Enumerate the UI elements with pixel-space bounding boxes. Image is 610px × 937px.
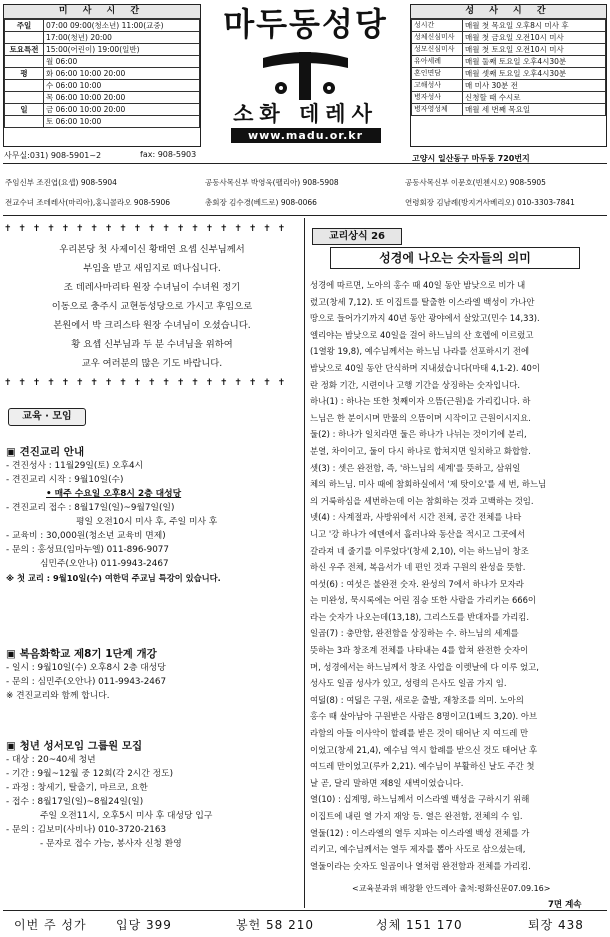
edu-heading-label: 교육 · 모임 <box>22 411 72 422</box>
office-fax: fax: 908-5903 <box>140 150 197 159</box>
mass-day: 주일 <box>5 20 44 32</box>
doctrine-line: 하나(1) : 하나는 또한 첫째이자 으뜸(근원)을 가리킵니다. 하 <box>310 396 531 407</box>
list-item: - 기간 : 9월~12월 중 12회(각 2시간 정도) <box>6 769 174 779</box>
staff-sisters: 전교수녀 조데레사(마리아),홍니콜라오 908-5906 <box>5 198 171 207</box>
doctrine-line: 리키고, 예수님께서는 열두 제자를 뽑아 사도로 삼으셨는데, <box>310 844 526 855</box>
mass-day: 일 <box>5 104 44 116</box>
doctrine-line: 이었고(창세 21,4), 예수님 역시 할례를 받으신 것도 태어난 후 <box>310 744 538 755</box>
list-item: - 견진성사 : 11월29일(토) 오후4시 <box>6 461 144 471</box>
staff-pastor: 주임신부 조진엽(요셉) 908-5904 <box>5 178 117 187</box>
sacrament-desc: 매월 첫 금요일 오전10시 미사 <box>463 32 606 44</box>
cross-logo <box>203 44 408 100</box>
church-name: 마두동성당 <box>223 5 388 43</box>
mass-row <box>5 116 200 128</box>
doctrine-source: <교육분과위 배창환 안드레아 출처:평화신문07.09.16> <box>352 884 551 893</box>
doctrine-line: 열(10) : 십계명, 하느님께서 이스라엘 백성을 구하시기 위해 <box>310 794 530 805</box>
mass-row <box>5 68 200 80</box>
sacrament-row <box>412 68 606 80</box>
list-item: • 매주 수요일 오후8시 2층 대성당 <box>46 489 182 499</box>
sacrament-name: 혼인면담 <box>412 68 463 80</box>
mass-day <box>5 92 44 104</box>
sacrament-desc: 매월 세 번째 목요일 <box>463 104 606 116</box>
sacrament-desc: 신청할 때 수시로 <box>463 92 606 104</box>
mass-day <box>5 116 44 128</box>
hymn-footer <box>0 916 610 936</box>
checkbox-icon: ▣ <box>6 740 20 752</box>
sacrament-desc: 매월 셋째 토요일 오후4시30분 <box>463 68 606 80</box>
mass-times: 07:00 09:00(청소년) 11:00(교중) <box>44 20 200 32</box>
edu-section-evangelization <box>6 646 300 703</box>
sacrament-desc: 매월 첫 목요일 오후8시 미사 후 <box>463 20 606 32</box>
list-item: 평일 오전10시 미사 후, 주일 미사 후 <box>76 517 218 527</box>
staff-priest-2: 공동사목신부 이문호(빈첸시오) 908-5905 <box>405 178 546 187</box>
list-item: - 대상 : 20~40세 청년 <box>6 755 96 765</box>
list-item: 심민주(오안나) 011-9943-2467 <box>40 559 169 569</box>
doctrine-line: 는 미완성, 묵시록에는 어린 짐승 또한 사람을 가리키는 666이 <box>310 595 537 606</box>
sacrament-row <box>412 44 606 56</box>
doctrine-line: 뜻하는 3과 창조계 전체를 나타내는 4를 합쳐 완전한 숫자이 <box>310 645 529 656</box>
doctrine-line: 열둘(12) : 이스라엘의 열두 지파는 이스라엘 백성 전체를 가 <box>310 827 530 838</box>
doctrine-line: 홍수 때 살아남아 구원받은 사람은 8명이고(1베드 3,20). 아브 <box>310 711 538 722</box>
notice-line: 교우 여러분의 많은 기도 바랍니다. <box>81 358 223 369</box>
doctrine-line: 여섯(6) : 여섯은 불완전 숫자. 완성의 7에서 하나가 모자라 <box>310 578 524 589</box>
doctrine-line: 열둘이라는 숫자도 일곱이나 열처럼 완전함과 전체를 가리킴. <box>310 860 531 871</box>
section-title: ▣ 복음화학교 제8기 1단계 개강 <box>6 648 157 660</box>
doctrine-continued: 7면 계속 <box>548 900 582 910</box>
doctrine-line: (1열왕 19,8), 예수님께서는 하느님 나라를 선포하시기 전에 <box>310 346 530 357</box>
sacrament-times-rows <box>411 19 606 116</box>
sacrament-name: 성모신심미사 <box>412 44 463 56</box>
staff-funeral-chief: 연령회장 김남례(방지거사베리오) 010-3303-7841 <box>405 198 575 207</box>
cross-border-top: ✝ ✝ ✝ ✝ ✝ ✝ ✝ ✝ ✝ ✝ ✝ ✝ ✝ ✝ ✝ ✝ ✝ ✝ ✝ ✝ <box>4 224 288 234</box>
office-phone: 사무실:031) 908-5901~2 <box>4 151 102 160</box>
list-item: - 접수 : 8월17일(일)~8월24일(일) <box>6 797 144 807</box>
doctrine-line: 둘(2) : 하나가 일치라면 둘은 하나가 나뉘는 것이기에 분리, <box>310 429 527 440</box>
doctrine-line: 밤낮으로 40일 동안 단식하며 지내셨습니다(마태 4,1-2). 40이 <box>310 362 540 373</box>
doctrine-line: 며, 성경에서는 하느님께서 창조 사업을 이렛날에 다 이루 었고, <box>310 661 539 672</box>
church-url[interactable]: www.madu.or.kr <box>231 128 381 143</box>
doctrine-title <box>330 247 580 269</box>
section-title: ▣ 견진교리 안내 <box>6 446 85 458</box>
hymn-communion: 성체 151 170 <box>376 918 463 932</box>
checkbox-icon: ▣ <box>6 648 20 660</box>
doctrine-line: 라함의 아들 이사악이 할례를 받은 것이 태어난 지 여드레 만 <box>310 728 529 739</box>
doctrine-line: 라는 숫자가 나오는데(13,18), 그리스도를 반대자를 가리킴. <box>310 611 530 622</box>
list-item: - 일시 : 9월10일(수) 오후8시 2층 대성당 <box>6 663 166 673</box>
section-title: ▣ 청년 성서모임 그룹원 모집 <box>6 740 143 752</box>
list-item: - 과정 : 창세기, 탈출기, 마르코, 요한 <box>6 783 148 793</box>
list-item: 주일 오전11시, 오후5시 미사 후 대성당 입구 <box>40 811 213 821</box>
staff-president: 총회장 김수경(베드로) 908-0066 <box>205 198 317 207</box>
doctrine-title-label: 성경에 나오는 숫자들의 의미 <box>379 251 531 265</box>
sacrament-row <box>412 56 606 68</box>
sacrament-desc: 매 미사 30분 전 <box>463 80 606 92</box>
sacrament-name: 성시간 <box>412 20 463 32</box>
mass-times: 토 06:00 10:00 <box>44 116 200 128</box>
sacrament-times-title: 성 사 시 간 <box>411 5 606 19</box>
mass-times: 월 06:00 <box>44 56 200 68</box>
mass-row <box>5 92 200 104</box>
edu-heading <box>8 408 86 426</box>
mass-row <box>5 44 200 56</box>
hymn-recessional: 퇴장 438 <box>528 918 584 932</box>
checkbox-icon: ▣ <box>6 446 20 458</box>
notice-line: 부임을 받고 새임지로 떠나십니다. <box>83 263 221 274</box>
doctrine-tag-label: 교리상식 26 <box>328 231 386 242</box>
sacrament-desc: 매월 둘째 토요일 오후4시30분 <box>463 56 606 68</box>
doctrine-line: 날 곧, 달리 말하면 제8일 새벽이었습니다. <box>310 777 464 788</box>
sacrament-row <box>412 20 606 32</box>
doctrine-tag <box>312 228 402 245</box>
doctrine-line: 성사도 일곱 성사가 있고, 성령의 은사도 일곱 가지 임. <box>310 678 507 689</box>
church-patron: 소화 데레사 <box>233 102 378 126</box>
edu-section-youth-bible <box>6 738 300 851</box>
sacrament-row <box>412 104 606 116</box>
staff-divider <box>3 215 607 216</box>
sacrament-row <box>412 32 606 44</box>
doctrine-line: 여덟(8) : 여덟은 구원, 새로운 출발, 재창조를 의미. 노아의 <box>310 694 524 705</box>
hymn-label: 이번 주 성가 <box>14 918 87 932</box>
mass-row <box>5 32 200 44</box>
list-item: - 견진교리 접수 : 8월17일(일)~9월7일(일) <box>6 503 175 513</box>
mass-times-rows <box>4 19 200 128</box>
notice-line: 조 데레사마리타 원장 수녀님이 수녀원 정기 <box>63 282 241 293</box>
doctrine-line: 하신 우주 전체, 복음서가 네 편인 것과 구원의 완성을 뜻함. <box>310 562 526 573</box>
sacrament-times-table <box>410 4 607 147</box>
footer-divider <box>3 910 607 911</box>
edu-section-confirmation <box>6 444 300 585</box>
doctrine-line: 성경에 따르면, 노아의 홍수 때 40일 동안 밤낮으로 비가 내 <box>310 280 526 290</box>
sacrament-name: 고해성사 <box>412 80 463 92</box>
notice-line: 황 요셉 신부님과 두 분 수녀님을 위하여 <box>71 339 233 350</box>
sacrament-desc: 매월 첫 토요일 오전10시 미사 <box>463 44 606 56</box>
doctrine-line: 땅으로 들어가기까지 40년 동안 광야에서 살았고(민수 14,33). <box>310 313 540 324</box>
cross-border-bottom: ✝ ✝ ✝ ✝ ✝ ✝ ✝ ✝ ✝ ✝ ✝ ✝ ✝ ✝ ✝ ✝ ✝ ✝ ✝ ✝ <box>4 378 288 388</box>
hymn-entrance: 입당 399 <box>116 918 172 932</box>
sacrament-row <box>412 80 606 92</box>
doctrine-line: 란 정화 기간, 시련이나 고행 기간을 상징하는 숫자입니다. <box>310 379 521 390</box>
doctrine-body <box>310 277 604 874</box>
mass-row <box>5 104 200 116</box>
sacrament-name: 유아세례 <box>412 56 463 68</box>
sacrament-name: 병자영성체 <box>412 104 463 116</box>
doctrine-line: 셋(3) : 셋은 완전함, 즉, '하느님의 세계'를 뜻하고, 삼위일 <box>310 462 521 473</box>
list-item: - 견진교리 시작 : 9월10일(수) <box>6 475 124 485</box>
list-item: - 문의 : 김보미(사비나) 010-3720-2163 <box>6 825 167 835</box>
mass-times: 목 06:00 10:00 20:00 <box>44 92 200 104</box>
mass-day: 평 <box>5 68 44 80</box>
mass-times-title: 미 사 시 간 <box>4 5 200 19</box>
church-address: 고양시 일산동구 마두동 720번지 <box>412 154 530 163</box>
doctrine-line: 체의 하느님. 미사 때에 참회하실에서 '제 탓이오'를 세 번, 하느님 <box>310 479 547 490</box>
doctrine-line: 의 거룩하심을 세번하는데 이는 참회하는 것과 고백하는 것임. <box>310 495 534 506</box>
mass-times: 17:00(청년) 20:00 <box>44 32 200 44</box>
mass-day <box>5 56 44 68</box>
mass-row <box>5 56 200 68</box>
mass-day <box>5 80 44 92</box>
list-item: - 교육비 : 30,000원(청소년 교육비 면제) <box>6 531 166 541</box>
doctrine-line: 여드레 만이었고(루카 2,21). 예수님이 부활하신 날도 주간 첫 <box>310 761 535 772</box>
doctrine-line: 엘리야는 밤낮으로 40일을 걸어 하느님의 산 호렙에 이르렀고 <box>310 329 534 340</box>
mass-day <box>5 32 44 44</box>
doctrine-line: 렸고(창세 7,12). 또 이집트를 탈출한 이스라엘 백성이 가나안 <box>310 296 535 307</box>
doctrine-line: 넷(4) : 사계절과, 사방위에서 시간 전체, 공간 전체를 나타 <box>310 512 522 523</box>
mass-times: 금 06:00 10:00 20:00 <box>44 104 200 116</box>
doctrine-line: 갈라져 네 줄기를 이루었다'(창세 2,10), 이는 하느님이 창조 <box>310 545 529 556</box>
notice-line: 본원에서 박 크리스타 원장 수녀님이 오셨습니다. <box>53 320 251 331</box>
mass-times: 화 06:00 10:00 20:00 <box>44 68 200 80</box>
notice-line: 우리본당 첫 사제이신 황태연 요셉 신부님께서 <box>59 244 245 255</box>
header-divider <box>3 163 607 164</box>
church-header <box>203 4 408 156</box>
list-item: ※ 첫 교리 : 9월10일(수) 여한덕 주교님 특강이 있습니다. <box>6 573 221 583</box>
staff-priest-1: 공동사목신부 박영욱(펠리아) 908-5908 <box>205 178 339 187</box>
mass-times-table <box>3 4 201 147</box>
mass-times: 15:00(어린이) 19:00(일반) <box>44 44 200 56</box>
list-item: - 문의 : 심민주(오안나) 011-9943-2467 <box>6 677 167 687</box>
doctrine-line: 니고 '강 하나가 에덴에서 흘러나와 동산을 적시고 그곳에서 <box>310 528 526 539</box>
sacrament-name: 병자성사 <box>412 92 463 104</box>
doctrine-line: 이집트에 내린 열 가지 재앙 등. 열은 완전함, 전체의 수 임. <box>310 811 523 821</box>
mass-row <box>5 80 200 92</box>
mass-row <box>5 20 200 32</box>
mass-times: 수 06:00 10:00 <box>44 80 200 92</box>
column-divider <box>304 218 305 908</box>
list-item: ※ 견진교리와 함께 합니다. <box>6 691 110 701</box>
doctrine-line: 일곱(7) : 충만함, 완전함을 상징하는 수. 하느님의 세계를 <box>310 628 519 639</box>
hymn-offertory: 봉헌 58 210 <box>236 918 314 932</box>
notice-box <box>6 240 298 373</box>
list-item: - 문의 : 홍성묘(임마누엘) 011-896-9077 <box>6 545 169 555</box>
doctrine-line: 느님은 한 분이시며 만물의 으뜸이며 시작이고 근원이시지요. <box>310 412 531 423</box>
doctrine-line: 분열, 차이이고, 둘이 다시 하나로 합쳐지면 일치하고 화합함. <box>310 445 531 456</box>
list-item: - 문자로 접수 가능, 봉사자 신청 환영 <box>40 839 182 849</box>
sacrament-name: 성체신심미사 <box>412 32 463 44</box>
notice-line: 이동으로 충주시 교현동성당으로 가시고 후임으로 <box>51 301 253 312</box>
sacrament-row <box>412 92 606 104</box>
mass-day: 토요특전 <box>5 44 44 56</box>
